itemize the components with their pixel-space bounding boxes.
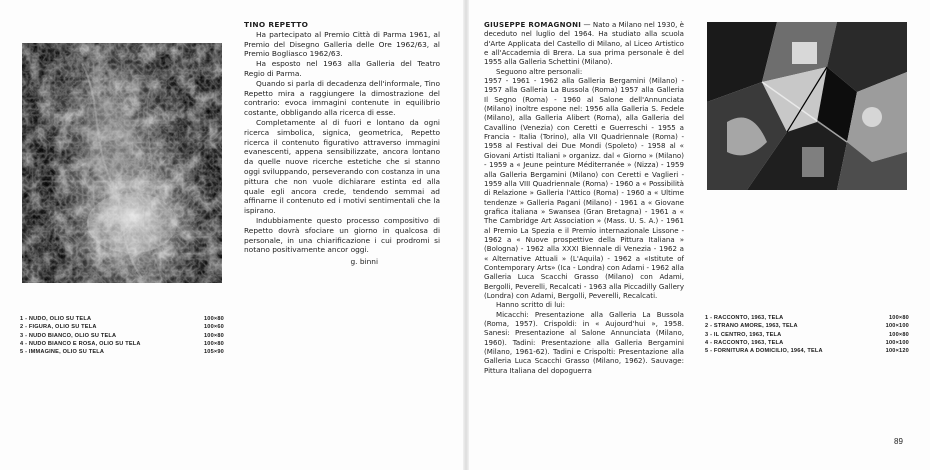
bio-paragraph: Indubbiamente questo processo compositivo di Repetto dovrà sfociare un giorno in qualcosa di personale, in una chiarificazione i cui prodromi si notano positivamente ancor oggi.	[244, 215, 440, 255]
bio-paragraph: Quando si parla di decadenza dell'informale, Tino Repetto mira a raggiungere la dimostrazione del contrario: evoca immagini contenute in equilibrio costante, obbligando alla ricerca di esse.	[244, 78, 440, 118]
signature: g. binni	[350, 257, 378, 267]
caption-row: 1 - NUDO, OLIO SU TELA 100×80	[20, 316, 224, 322]
romagnoni-painting	[707, 22, 907, 190]
caption-row: 5 - FORNITURA A DOMICILIO, 1964, TELA 100×120	[705, 348, 909, 355]
bio-paragraph: Ha partecipato al Premio Città di Parma 1961, al Premio del Disegno Galleria delle Ore 1962/63, al Premio Bogliasco 1962/63.	[244, 29, 440, 59]
caption-row: 4 - NUDO BIANCO E ROSA, OLIO SU TELA 100×80	[20, 340, 224, 347]
bio-paragraph: Seguono altre personali:	[496, 66, 583, 76]
bio-paragraph: Micacchi: Presentazione alla Galleria La Bussola (Roma, 1957). Crispoldi: in « Aujourd'hui », 1958. Sanesi: Presentazione al Salone Annunciata (Milano, 1960). Tadini: Presentazione alla Galleria Bergamini (Milano, 1961-62). Tadini e Crispolti: Presentazione alla Galleria Luca Scacchi Grasso (Milano, 1962). Sauvage: Pittura Italiana del dopoguerra	[484, 309, 684, 375]
caption-row: 3 - IL CENTRO, 1963, TELA 100×80	[705, 331, 909, 338]
artist-name: TINO REPETTO	[244, 20, 309, 29]
book-gutter	[463, 0, 469, 470]
repetto-painting	[22, 43, 222, 283]
caption-row: 4 - RACCONTO, 1963, TELA 100×100	[705, 339, 909, 346]
repetto-bio	[244, 20, 440, 267]
bio-paragraph: Hanno scritto di lui:	[496, 300, 566, 310]
bio-paragraph: Ha esposto nel 1963 alla Galleria del Teatro Regio di Parma.	[244, 59, 440, 78]
right-caption-list	[705, 314, 909, 355]
left-caption-list	[20, 315, 224, 356]
caption-row: 1 - RACCONTO, 1963, TELA 100×80	[705, 315, 909, 321]
romagnoni-bio	[484, 20, 684, 375]
bio-paragraph: Completamente al di fuori e lontano da ogni ricerca simbolica, signica, geometrica, Repetto ricerca il contenuto figurativo attraverso immagini evanescenti, appena sensibilizzate, ancora lontano da quelle nuove ricerche estetiche che si stanno oggi sviluppando, perseverando con costanza in una pittura che non vuole dichiarare estinta ed alla quale egli ancora crede, tendendo semmai ad affinarne il contenuto ed i motivi sentimentali che la ispirano.	[244, 117, 440, 216]
caption-row: 3 - NUDO BIANCO, OLIO SU TELA 100×80	[20, 332, 224, 339]
caption-row: 2 - STRANO AMORE, 1963, TELA 100×100	[705, 323, 909, 330]
artist-name: GIUSEPPE ROMAGNONI	[484, 20, 582, 29]
page-number: 89	[894, 437, 903, 446]
caption-row: 2 - FIGURA, OLIO SU TELA 100×60	[20, 324, 224, 331]
bio-paragraph: 1957 - 1961 - 1962 alla Galleria Bergamini (Milano) - 1957 alla Galleria La Bussola (Roma) 1957 alla Galleria Il Segno (Roma) - 1960 al Salone dell'Annunciata (Milano) inoltre espone nel: 1956 alla Galleria S. Fedele (Milano), alla Galleria Alibert (Roma), alla Galleria del Cavallino (Venezia) con Ceretti e Guerreschi - 1955 a Francia - Italia (Torino), alla VII Quadriennale (Roma) - 1958 al Festival dei Due Mondi (Spoleto) - 1958 al « Giovani Artisti Italiani » organizz. dal « Giorno » (Milano) - 1959 a « Jeune peinture Méditerranée » (Nizza) - 1959 alla Galleria Bergamini (Milano) con Ceretti e Vaglieri - 1959 alla VIII Quadriennale (Roma) - 1960 a « Possibilità di Relazione » Galleria l'Attico (Roma) - 1960 a « Ultime tendenze » Galleria Pagani (Milano) - 1961 a « Giovane grafica italiana » Swansea (Gran Bretagna) - 1961 a « The Cambridge Art Association » (Mass. U. S. A.) - 1961 al Premio La Spezia e il Premio internazionale Lissone - 1962 a « Nuove prospettive della Pittura Italiana » (Bologna) - 1962 alla XXXI Biennale di Venezia - 1962 a « Alternative Attuali » (L'Aquila) - 1962 a «Istitute of Contemporary Arts» (Ica - Londra) con Adami - 1962 alla Galleria Luca Scacchi Grasso (Milano) con Adami, Bergolli, Peverelli, Recalcati - 1963 alla Piccadilly Gallery (Londra) con Adami, Bergolli, Peverelli, Recalcati.	[484, 76, 684, 300]
bio-intro: — Nato a Milano nel 1930, è deceduto nel luglio del 1964. Ha studiato alla scuola d'Arte Applicata del Castello di Milano, al Liceo Artistico e all'Accademia di Brera. La sua prima personale è del 1955 alla Galleria Schettini (Milano).	[484, 20, 684, 67]
caption-row: 5 - IMMAGINE, OLIO SU TELA 105×90	[20, 349, 224, 356]
